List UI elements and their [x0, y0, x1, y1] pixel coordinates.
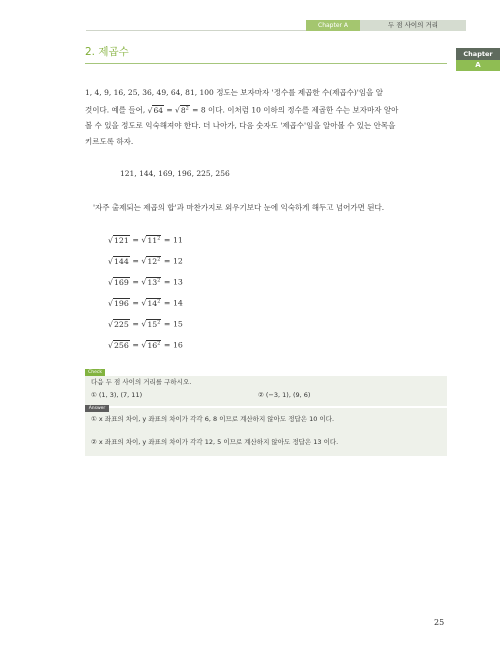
base: 16: [147, 340, 158, 350]
sqrt-sign: $√13^2$: [141, 277, 161, 287]
header-title: 두 점 사이의 거리: [360, 20, 466, 31]
equals: =: [129, 319, 142, 329]
equals: =: [161, 319, 173, 329]
intro-line-4: 키르도록 하자.: [85, 137, 134, 146]
equals: =: [129, 298, 142, 308]
base: 15: [147, 319, 158, 329]
radicand-base: 8: [180, 105, 186, 115]
sqrt-row: [108, 319, 183, 329]
sqrt-row: [108, 256, 183, 266]
radicand-8sq: [180, 105, 190, 115]
square-numbers-list: 121, 144, 169, 196, 225, 256: [120, 169, 230, 178]
base: 11: [147, 235, 158, 245]
intro-line-2: [85, 100, 447, 119]
sqrt-row: [108, 340, 183, 350]
exponent: 2: [157, 235, 161, 241]
equals: =: [161, 256, 173, 266]
equals: =: [161, 298, 173, 308]
equals: =: [161, 235, 173, 245]
check-item-2: ② (−3, 1), (9, 6): [258, 391, 311, 399]
sqrt-row: [108, 277, 183, 287]
radicand: 144: [113, 256, 129, 266]
check-tag: Check: [85, 369, 105, 376]
exponent: 2: [157, 319, 161, 325]
answer-2: ② x 좌표의 차이, y 좌표의 차이가 각각 12, 5 이므로 계산하지 않아도 정답은 13 이다.: [91, 438, 339, 446]
check-question: 다음 두 점 사이의 거리를 구하시오.: [91, 378, 192, 386]
intro-line-2-pre: 것이다. 예를 들어,: [85, 105, 146, 115]
sqrt-sign: $√14^2$: [141, 298, 161, 308]
page-number: 25: [434, 618, 445, 627]
equals: =: [129, 235, 142, 245]
exponent: 2: [157, 277, 161, 283]
sqrt-sign: √144: [108, 256, 129, 266]
sqrt-sign: √256: [108, 340, 129, 350]
base: 12: [147, 256, 158, 266]
result: 16: [172, 340, 183, 350]
radicand: 169: [113, 277, 129, 287]
sqrt-sign: $√12^2$: [141, 256, 161, 266]
section-title: 2. 제곱수: [85, 46, 129, 58]
sqrt-row: [108, 235, 183, 245]
radicand-power: [146, 256, 161, 266]
sqrt-sign: √225: [108, 319, 129, 329]
radicand-power: [146, 298, 161, 308]
base: 13: [147, 277, 158, 287]
base: 14: [147, 298, 158, 308]
intro-line-2-post: = 8 이다. 이처럼 10 이하의 정수를 제곱한 수는 보자마자 알아: [189, 105, 399, 115]
equals: =: [161, 340, 173, 350]
radicand: 196: [113, 298, 129, 308]
answer-1: ① x 좌표의 차이, y 좌표의 차이가 각각 6, 8 이므로 계산하지 않아도 정답은 10 이다.: [91, 415, 335, 423]
sqrt-sign: √196: [108, 298, 129, 308]
exponent: 2: [157, 298, 161, 304]
equals: =: [129, 256, 142, 266]
sqrt-sign: $√16^2$: [141, 340, 161, 350]
result: 14: [172, 298, 183, 308]
result: 12: [172, 256, 183, 266]
radicand: 121: [113, 235, 129, 245]
sqrt-expr-2: $√8^2$: [175, 105, 189, 115]
result: 11: [172, 235, 183, 245]
equals: =: [129, 277, 142, 287]
sqrt-expr: √64: [147, 105, 163, 115]
equals: =: [129, 340, 142, 350]
sqrt-sign: $√15^2$: [141, 319, 161, 329]
radicand-power: [146, 235, 161, 245]
side-tab-letter: A: [456, 60, 500, 71]
section-rule: [85, 63, 447, 64]
answer-tag: Answer: [85, 405, 109, 412]
radicand: 256: [113, 340, 129, 350]
exponent: 2: [157, 256, 161, 262]
radicand-power: [146, 319, 161, 329]
result: 13: [172, 277, 183, 287]
radicand: 225: [113, 319, 129, 329]
radicand-power: [146, 277, 161, 287]
intro-line-1: 1, 4, 9, 16, 25, 36, 49, 64, 81, 100 정도는 보자마자 '정수를 제곱한 수(제곱수)'임을 알: [85, 88, 383, 97]
exponent: 2: [157, 340, 161, 346]
sqrt-sign: $√11^2$: [141, 235, 161, 245]
advice-text: '자주 출제되는 제곱의 합'과 마찬가지로 외우기보다 눈에 익숙하게 해두고 넘어가면 된다.: [93, 203, 385, 212]
result: 15: [172, 319, 183, 329]
sqrt-sign: √169: [108, 277, 129, 287]
check-item-1: ① (1, 3), (7, 11): [91, 391, 143, 399]
radicand-power: [146, 340, 161, 350]
sqrt-sign: √121: [108, 235, 129, 245]
intro-line-3: 볼 수 있을 정도로 익숙해져야 한다. 더 나아가, 다음 숫자도 '제곱수'임을 알아볼 수 있는 안목을: [85, 121, 396, 130]
exponent: 2: [185, 105, 189, 111]
radicand-64: 64: [153, 105, 163, 115]
header-chapter-label: Chapter A: [306, 20, 360, 31]
sqrt-row: [108, 298, 183, 308]
equals: =: [163, 105, 176, 115]
side-tab-chapter: Chapter: [456, 48, 500, 60]
equals: =: [161, 277, 173, 287]
